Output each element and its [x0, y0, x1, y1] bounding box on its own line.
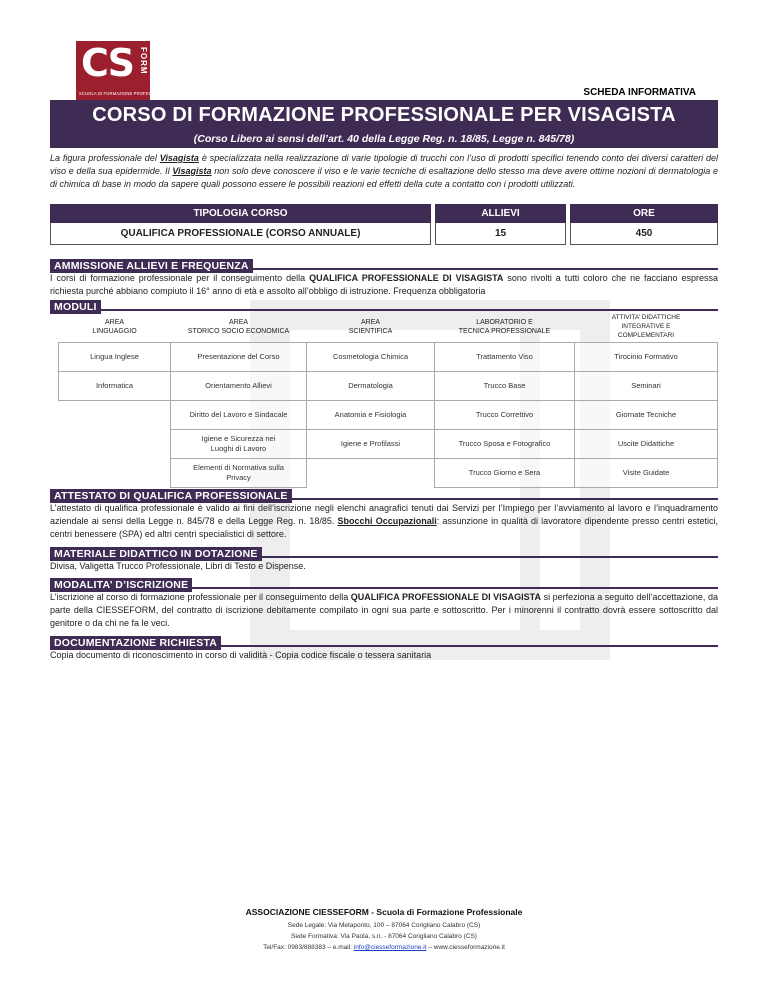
footer-contacts: Tel/Fax: 0983/888383 – e.mail: info@ciesseformazione.it – www.ciesseformazione.it — [263, 944, 505, 951]
footer-sede-formativa: Sede Formativa: Via Paola, s.n. - 87064 Corigliano Calabro (CS) — [291, 933, 477, 940]
moduli-table — [58, 312, 718, 488]
module-cell: Cosmetologia Chimica — [307, 342, 435, 371]
section-modalita-text: L’iscrizione al corso di formazione professionale per il conseguimento della QUALIFICA PROFESSIONALE DI VISAGISTA si perfeziona a seguito dell’accettazione, da parte della CIESSEFORM, del contratto di iscrizione debitamente compilato in ogni sua parte e sottoscritto. Per i minorenni il contratto dovrà essere sottoscritto dal genitore o da chi ne fa le veci. — [50, 592, 718, 628]
footer-email-link[interactable]: info@ciesseformazione.it — [353, 944, 427, 951]
section-attestato-text: L’attestato di qualifica professionale è valido ai fini dell’iscrizione negli elenchi anagrafici tenuti dai Servizi per l’Impiego per l’avviamento al lavoro e l’inquadramento aziendale ai sensi della Legge n. 845/78 e della Legge Reg. n. 18/85. Sbocchi Occupazionali: assunzione in qualità di lavoratore dipendente presso centri estetici, centri benessere (SPA) ed altri centri specialistici di settore. — [50, 503, 718, 539]
module-cell: Lingua Inglese — [59, 342, 171, 371]
module-cell-empty — [59, 429, 171, 458]
module-cell: Trucco Giorno e Sera — [435, 458, 575, 487]
module-cell: Informatica — [59, 371, 171, 400]
module-cell: Presentazione del Corso — [171, 342, 307, 371]
module-cell: Igiene e Sicurezza nei Luoghi di Lavoro — [171, 429, 307, 458]
section-documentazione-header: DOCUMENTAZIONE RICHIESTA — [50, 633, 718, 647]
module-cell-empty — [59, 400, 171, 429]
section-documentazione-text: Copia documento di riconoscimento in corso di validità - Copia codice fiscale o tessera sanitaria — [50, 650, 432, 660]
section-attestato-header: ATTESTATO DI QUALIFICA PROFESSIONALE — [50, 486, 718, 500]
footer-org: ASSOCIAZIONE CIESSEFORM - Scuola di Formazione Professionale — [245, 907, 523, 917]
module-cell: Trucco Base — [435, 371, 575, 400]
summary-tipologia: QUALIFICA PROFESSIONALE (CORSO ANNUALE) — [51, 223, 431, 245]
summary-ore: 450 — [571, 223, 718, 245]
module-cell: Giornate Tecniche — [575, 400, 718, 429]
section-moduli-header: MODULI — [50, 297, 718, 311]
section-ammissione-text: I corsi di formazione professionale per il conseguimento della QUALIFICA PROFESSIONALE DI VISAGISTA sono rivolti a tutti coloro che ne facciano espressa richiesta purché abbiano compiuto il 16° anno di età e assolto all’obbligo di istruzione. Frequenza obbligatoria — [50, 273, 719, 296]
logo-mark: CS — [81, 41, 133, 85]
summary-header-tipologia: TIPOLOGIA CORSO — [51, 205, 431, 223]
moduli-header-linguaggio: AREA LINGUAGGIO — [59, 312, 171, 342]
section-modalita-header: MODALITA’ D’ISCRIZIONE — [50, 575, 718, 589]
page-subtitle: (Corso Libero ai sensi dell’art. 40 della Legge Reg. n. 18/85, Legge n. 845/78) — [193, 133, 575, 145]
moduli-header-scientifica: AREA SCIENTIFICA — [307, 312, 435, 342]
module-cell: Uscite Didattiche — [575, 429, 718, 458]
module-cell: Dermatologia — [307, 371, 435, 400]
page-title: CORSO DI FORMAZIONE PROFESSIONALE PER VISAGISTA — [92, 104, 676, 126]
section-materiale-header: MATERIALE DIDATTICO IN DOTAZIONE — [50, 544, 718, 558]
moduli-header-storico: AREA STORICO SOCIO ECONOMICA — [171, 312, 307, 342]
ciesseform-logo — [76, 41, 171, 101]
summary-table — [50, 204, 718, 245]
summary-header-allievi: ALLIEVI — [436, 205, 566, 223]
module-cell-empty — [307, 458, 435, 487]
logo-tagline: SCUOLA DI FORMAZIONE PROFESSIONALE — [79, 91, 171, 96]
module-cell: Anatomia e Fisiologia — [307, 400, 435, 429]
summary-allievi: 15 — [436, 223, 566, 245]
module-cell: Tirocinio Formativo — [575, 342, 718, 371]
title-band — [50, 100, 718, 148]
module-cell: Orientamento Allievi — [171, 371, 307, 400]
logo-form-text: FORM — [139, 47, 148, 75]
footer-sede-legale: Sede Legale: Via Metaponto, 100 – 87064 Corigliano Calabro (CS) — [287, 922, 481, 929]
intro-paragraph: La figura professionale del Visagista è specializzata nella realizzazione di varie tipologie di trucchi con l’uso di prodotti specifici tenendo conto dei diversi caratteri del viso e della sua epidermide. Il Visagista non solo deve conoscere il viso e le varie tecniche di esaltazione dello stesso ma deve avere ottime nozioni di dermatologia e di chimica di base in modo da sapere quali possono essere le possibili reazioni ed effetti della cute a contatto con i prodotti utilizzati. — [50, 153, 718, 189]
section-materiale-text: Divisa, Valigetta Trucco Professionale, Libri di Testo e Dispense. — [50, 561, 306, 571]
module-cell: Trucco Sposa e Fotografico — [435, 429, 575, 458]
module-cell: Visite Guidate — [575, 458, 718, 487]
section-ammissione-header: AMMISSIONE ALLIEVI E FREQUENZA — [50, 256, 718, 270]
moduli-header-laboratorio: LABORATORIO E TECNICA PROFESSIONALE — [435, 312, 575, 342]
summary-header-ore: ORE — [571, 205, 718, 223]
module-cell: Igiene e Profilassi — [307, 429, 435, 458]
module-cell: Seminari — [575, 371, 718, 400]
module-cell: Diritto del Lavoro e Sindacale — [171, 400, 307, 429]
scheda-label: SCHEDA INFORMATIVA — [583, 87, 696, 98]
module-cell: Trattamento Viso — [435, 342, 575, 371]
moduli-header-attivita: ATTIVITA’ DIDATTICHE INTEGRATIVE E COMPLEMENTARI — [575, 312, 718, 342]
module-cell: Elementi di Normativa sulla Privacy — [171, 458, 307, 487]
module-cell-empty — [59, 458, 171, 487]
module-cell: Trucco Correttivo — [435, 400, 575, 429]
